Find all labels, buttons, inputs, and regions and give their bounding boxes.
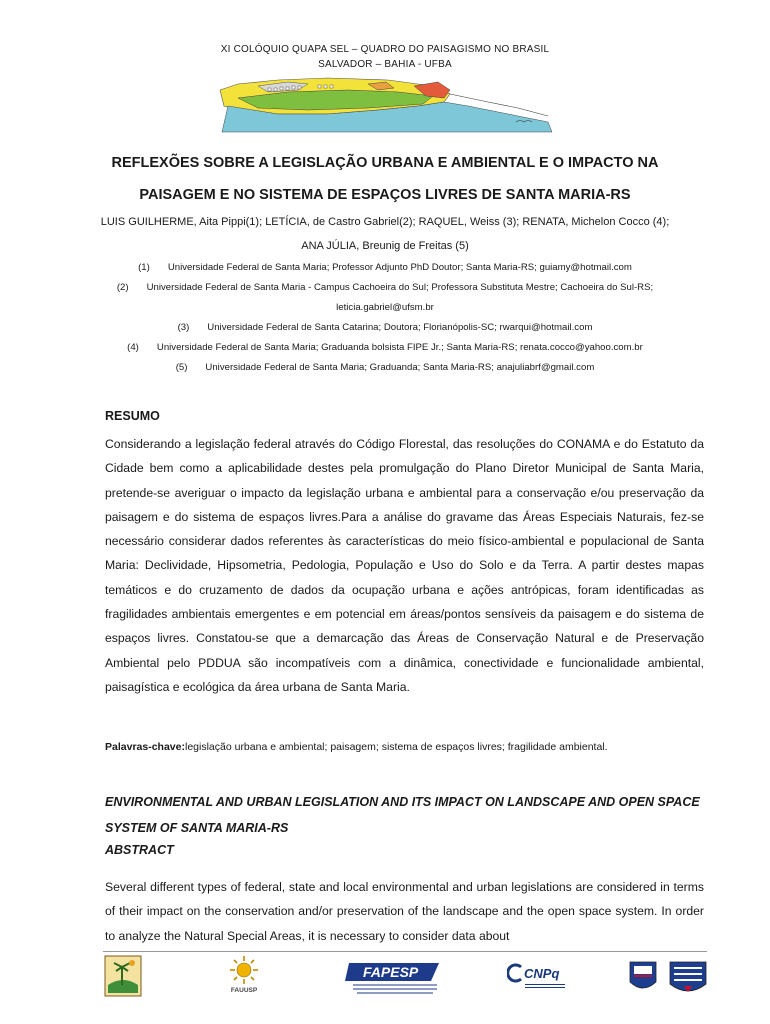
affiliation-3 — [60, 322, 710, 333]
fauusp-logo — [224, 955, 264, 1001]
cnpq-swirl-icon — [507, 963, 525, 983]
affiliation-2-continued: leticia.gabriel@ufsm.br — [336, 302, 434, 313]
affiliation-number: (3) — [177, 322, 190, 333]
authors-line1: LUIS GUILHERME, Aita Pippi(1); LETÍCIA, de Castro Gabriel(2); RAQUEL, Weiss (3); RENATA, Michelon Cocco (4); — [100, 216, 670, 228]
affiliation-2 — [60, 282, 710, 293]
affiliation-text: Universidade Federal de Santa Catarina; Doutora; Florianópolis-SC; rwarqui@hotmail.com — [207, 322, 593, 333]
fauusp-label: FAUUSP — [230, 987, 258, 994]
fapesp-logo — [345, 959, 443, 997]
cnpq-logo — [507, 963, 567, 995]
affiliation-number: (1) — [138, 262, 150, 273]
ufba-crests-logo — [626, 958, 710, 998]
keywords-text: legislação urbana e ambiental; paisagem; sistema de espaços livres; fragilidade ambiental. — [184, 741, 608, 753]
cnpq-label: CNPq — [524, 966, 560, 981]
resumo-heading: RESUMO — [105, 409, 160, 423]
cnpq-underline-2 — [525, 987, 565, 988]
affiliation-text: Universidade Federal de Santa Maria; Graduanda; Santa Maria-RS; anajuliabrf@gmail.com — [205, 362, 595, 373]
conference-header-line2: SALVADOR – BAHIA - UFBA — [318, 59, 452, 70]
english-title: ENVIRONMENTAL AND URBAN LEGISLATION AND ITS IMPACT ON LANDSCAPE AND OPEN SPACE SYSTEM OF SANTA MARIA-RS — [105, 795, 700, 835]
conference-header-line1: XI COLÓQUIO QUAPA SEL – QUADRO DO PAISAGISMO NO BRASIL — [220, 44, 550, 55]
paper-title-line1: REFLEXÕES SOBRE A LEGISLAÇÃO URBANA E AMBIENTAL E O IMPACTO NA — [111, 155, 659, 171]
affiliation-number: (5) — [175, 362, 188, 373]
affiliation-number: (2) — [116, 282, 129, 293]
affiliation-4 — [60, 342, 710, 353]
cnpq-underline — [525, 984, 565, 985]
footer-divider — [103, 951, 707, 952]
landscape-banner-illustration — [218, 76, 554, 134]
sun-emblem-icon — [228, 955, 260, 985]
affiliation-text: Universidade Federal de Santa Maria; Graduanda bolsista FIPE Jr.; Santa Maria-RS; renata.cocco@yahoo.com.br — [156, 342, 643, 353]
keywords-label: Palavras-chave: — [105, 741, 185, 753]
quapa-logo — [104, 955, 142, 997]
fapesp-label: FAPESP — [363, 964, 419, 980]
abstract-text: Several different types of federal, state and local environmental and urban legislations are considered in terms of their impact on the conservation and/or preservation of the landscape and the open space system. In order to analyze the Natural Special Areas, it is necessary to consider data about — [105, 880, 704, 943]
paper-title-line2: PAISAGEM E NO SISTEMA DE ESPAÇOS LIVRES DE SANTA MARIA-RS — [139, 187, 631, 203]
authors-line2: ANA JÚLIA, Breunig de Freitas (5) — [301, 240, 469, 252]
affiliation-text: Universidade Federal de Santa Maria - Campus Cachoeira do Sul; Professora Substituta Mestre; Cachoeira do Sul-RS; — [146, 282, 654, 293]
affiliation-5 — [60, 362, 710, 373]
affiliation-text: Universidade Federal de Santa Maria; Professor Adjunto PhD Doutor; Santa Maria-RS; guiamy@hotmail.com — [167, 262, 632, 273]
affiliation-number: (4) — [127, 342, 139, 353]
keywords-line — [105, 741, 608, 753]
abstract-heading: ABSTRACT — [105, 843, 174, 857]
affiliation-1 — [60, 262, 710, 273]
resumo-text: Considerando a legislação federal através do Código Florestal, das resoluções do CONAMA e do Estatuto da Cidade bem como a aplicabilidade destes pela promulgação do Plano Diretor Municipal de Santa Maria, pretende-se averiguar o impacto da legislação urbana e ambiental para a conservação e/ou preservação da paisagem e do sistema de espaços livres.Para a análise do gravame das Áreas Especiais Naturais, fez-se necessário considerar dados referentes às características do meio físico-ambiental e populacional de Santa Maria: Declividade, Hipsometria, Pedologia, População e Uso do Solo e da Terra. A partir destes mapas temáticos e do cruzamento de dados da ocupação urbana e ações antrópicas, foram identificadas as fragilidades ambientais emergentes e em potencial em áreas/pontos sensíveis da paisagem e do sistema de espaços livres. Constatou-se que a demarcação das Áreas de Conservação Natural e de Preservação Ambiental pelo PDDUA são incompatíveis com a dinâmica, conectividade e funcionalidade ambiental, paisagística e ecológica da área urbana de Santa Maria. — [105, 437, 704, 694]
